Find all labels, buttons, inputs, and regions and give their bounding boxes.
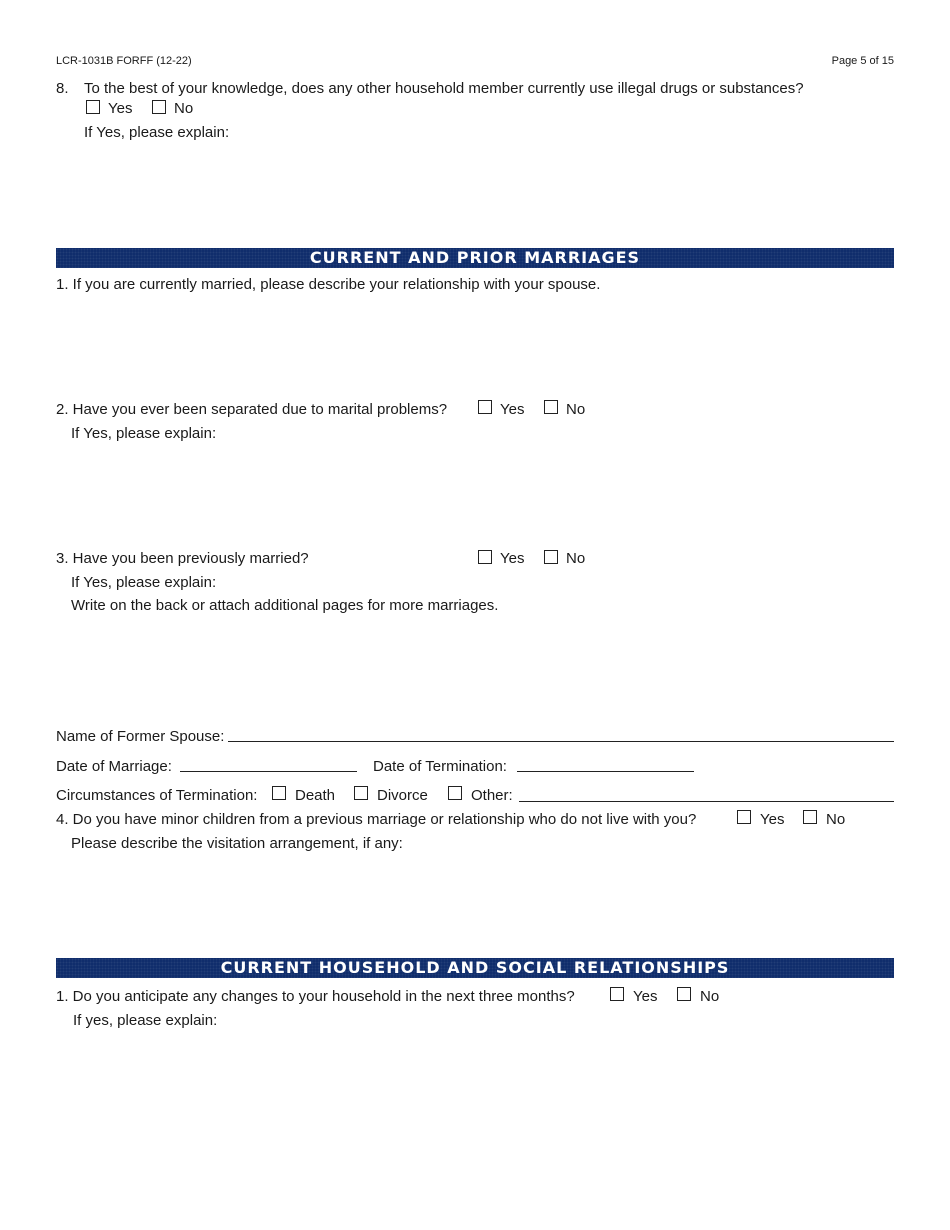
former-spouse-label: Name of Former Spouse: — [56, 728, 225, 745]
marriages-q4-text: 4. Do you have minor children from a previous marriage or relationship who do not live with you? — [56, 811, 697, 828]
other-label: Other: — [471, 787, 513, 804]
household-section-heading: CURRENT HOUSEHOLD AND SOCIAL RELATIONSHIPS — [56, 958, 894, 978]
marriages-q4-no-checkbox[interactable] — [803, 810, 817, 824]
household-q1-text: 1. Do you anticipate any changes to your household in the next three months? — [56, 988, 575, 1005]
marriages-q3-no-checkbox[interactable] — [544, 550, 558, 564]
date-of-marriage-label: Date of Marriage: — [56, 758, 172, 775]
marriages-q2-no-checkbox[interactable] — [544, 400, 558, 414]
marriages-q3-explain-label: If Yes, please explain: — [71, 574, 217, 591]
page-number: Page 5 of 15 — [831, 55, 894, 67]
marriages-q4-yes-label: Yes — [760, 811, 785, 828]
date-of-marriage-input-line[interactable] — [180, 771, 357, 772]
death-checkbox[interactable] — [272, 786, 286, 800]
marriages-q2-yes-checkbox[interactable] — [478, 400, 492, 414]
marriages-q4-yes-checkbox[interactable] — [737, 810, 751, 824]
marriages-q3-note: Write on the back or attach additional pages for more marriages. — [71, 597, 499, 614]
q8-explain-label: If Yes, please explain: — [84, 124, 230, 141]
marriages-section-heading: CURRENT AND PRIOR MARRIAGES — [56, 248, 894, 268]
q8-yes-checkbox[interactable] — [86, 100, 100, 114]
marriages-q4-explain-label: Please describe the visitation arrangement, if any: — [71, 835, 403, 852]
q8-number: 8. — [56, 80, 69, 97]
q8-text: To the best of your knowledge, does any other household member currently use illegal drugs or substances? — [84, 80, 804, 97]
household-q1-explain-label: If yes, please explain: — [73, 1012, 218, 1029]
date-of-termination-input-line[interactable] — [517, 771, 694, 772]
circumstances-label: Circumstances of Termination: — [56, 787, 258, 804]
household-q1-no-checkbox[interactable] — [677, 987, 691, 1001]
other-input-line[interactable] — [519, 801, 894, 802]
divorce-label: Divorce — [377, 787, 428, 804]
marriages-q2-yes-label: Yes — [500, 401, 525, 418]
household-q1-yes-checkbox[interactable] — [610, 987, 624, 1001]
marriages-q2-text: 2. Have you ever been separated due to marital problems? — [56, 401, 448, 418]
q8-no-label: No — [174, 100, 194, 117]
marriages-q3-yes-checkbox[interactable] — [478, 550, 492, 564]
form-id: LCR-1031B FORFF (12-22) — [56, 55, 192, 67]
marriages-q3-no-label: No — [566, 550, 586, 567]
death-label: Death — [295, 787, 336, 804]
divorce-checkbox[interactable] — [354, 786, 368, 800]
other-checkbox[interactable] — [448, 786, 462, 800]
former-spouse-input-line[interactable] — [228, 741, 894, 742]
marriages-q2-no-label: No — [566, 401, 586, 418]
q8-yes-label: Yes — [108, 100, 133, 117]
household-q1-no-label: No — [700, 988, 720, 1005]
marriages-q3-yes-label: Yes — [500, 550, 525, 567]
marriages-q2-explain-label: If Yes, please explain: — [71, 425, 217, 442]
marriages-q1-text: 1. If you are currently married, please describe your relationship with your spouse. — [56, 276, 601, 293]
date-of-termination-label: Date of Termination: — [373, 758, 507, 775]
household-q1-yes-label: Yes — [633, 988, 658, 1005]
marriages-q4-no-label: No — [826, 811, 846, 828]
q8-no-checkbox[interactable] — [152, 100, 166, 114]
marriages-q3-text: 3. Have you been previously married? — [56, 550, 309, 567]
